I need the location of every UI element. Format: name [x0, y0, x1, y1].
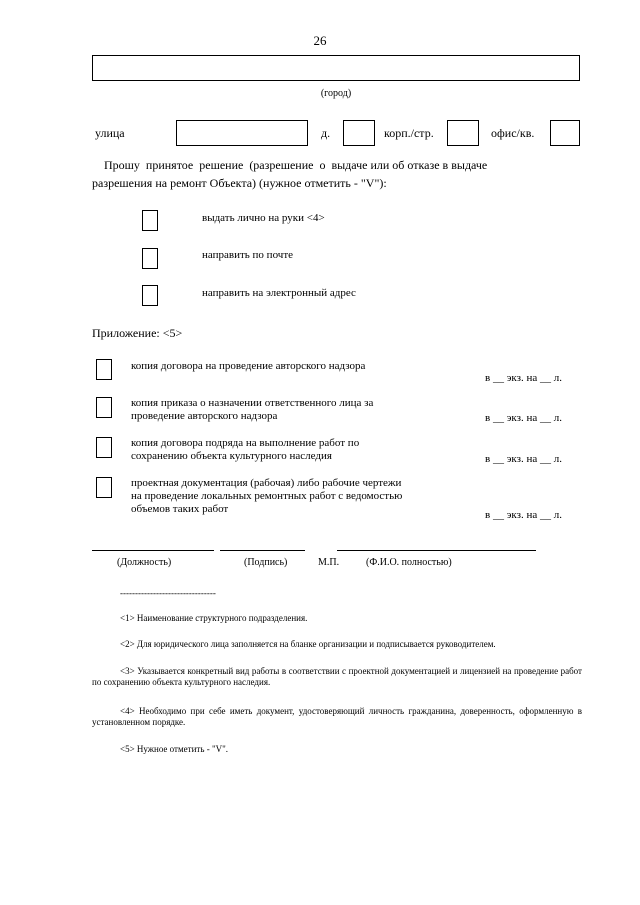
attachment-4-text [131, 477, 402, 516]
attachment-4-line-1: проектная документация (рабочая) либо рабочие чертежи [131, 477, 402, 489]
request-text-line-1: Прошу принятое решение (разрешение о выдаче или об отказе в выдаче [104, 158, 488, 172]
attachment-3-line-1: копия договора подряда на выполнение работ по [131, 437, 360, 449]
attachment-2-text [131, 397, 373, 423]
full-name-label: (Ф.И.О. полностью) [366, 557, 452, 568]
building-label: корп./стр. [384, 126, 434, 140]
street-label: улица [95, 126, 125, 140]
stamp-label: М.П. [318, 557, 340, 568]
footnote-1: <1> Наименование структурного подразделения. [120, 613, 308, 623]
request-text-line-2: разрешения на ремонт Объекта) (нужное отметить - "V"): [92, 176, 387, 190]
delivery-option-personal-label: выдать лично на руки <4> [202, 212, 325, 224]
delivery-option-mail-label: направить по почте [202, 249, 294, 261]
attachment-3-text [131, 437, 359, 463]
delivery-option-mail-checkbox[interactable] [142, 248, 158, 269]
attachment-1-quantity: в __ экз. на __ л. [485, 372, 562, 384]
footnote-4: <4> Необходимо при себе иметь документ, удостоверяющий личность гражданина, доверенность, оформленную в установленном порядке. [92, 706, 582, 727]
attachments-title: Приложение: <5> [92, 326, 183, 340]
house-label: д. [321, 126, 331, 140]
signature-label: (Подпись) [244, 557, 288, 568]
building-field[interactable] [447, 120, 479, 146]
attachment-1-line-1: копия договора на проведение авторского надзора [131, 360, 366, 372]
delivery-option-email-label: направить на электронный адрес [202, 287, 356, 299]
footnote-2: <2> Для юридического лица заполняется на бланке организации и подписывается руководителем. [120, 639, 496, 649]
delivery-option-email-checkbox[interactable] [142, 285, 158, 306]
attachment-3-checkbox[interactable] [96, 437, 112, 458]
footnote-5: <5> Нужное отметить - "V". [120, 744, 229, 754]
footnote-separator: -------------------------------- [120, 588, 216, 598]
attachment-4-line-3: объемов таких работ [131, 503, 229, 515]
footnote-3: <3> Указывается конкретный вид работы в соответствии с проектной документацией и лицензией на проведение работ по сохранению объекта культурного наследия. [92, 666, 582, 687]
house-field[interactable] [343, 120, 375, 146]
position-signature-line[interactable] [92, 550, 214, 551]
city-caption: (город) [320, 88, 352, 99]
attachment-4-checkbox[interactable] [96, 477, 112, 498]
attachment-2-line-2: проведение авторского надзора [131, 410, 278, 422]
street-field[interactable] [176, 120, 308, 146]
full-name-signature-line[interactable] [337, 550, 536, 551]
delivery-option-personal-checkbox[interactable] [142, 210, 158, 231]
office-label: офис/кв. [491, 126, 535, 140]
page-number: 26 [313, 33, 327, 48]
office-field[interactable] [550, 120, 580, 146]
attachment-1-checkbox[interactable] [96, 359, 112, 380]
attachment-1-text [131, 360, 365, 373]
signature-line[interactable] [220, 550, 305, 551]
attachment-3-line-2: сохранению объекта культурного наследия [131, 450, 332, 462]
attachment-2-checkbox[interactable] [96, 397, 112, 418]
attachment-2-quantity: в __ экз. на __ л. [485, 412, 562, 424]
attachment-4-line-2: на проведение локальных ремонтных работ с ведомостью [131, 490, 403, 502]
attachment-4-quantity: в __ экз. на __ л. [485, 509, 562, 521]
attachment-3-quantity: в __ экз. на __ л. [485, 453, 562, 465]
city-field[interactable] [92, 55, 580, 81]
attachment-2-line-1: копия приказа о назначении ответственного лица за [131, 397, 374, 409]
position-label: (Должность) [117, 557, 172, 568]
